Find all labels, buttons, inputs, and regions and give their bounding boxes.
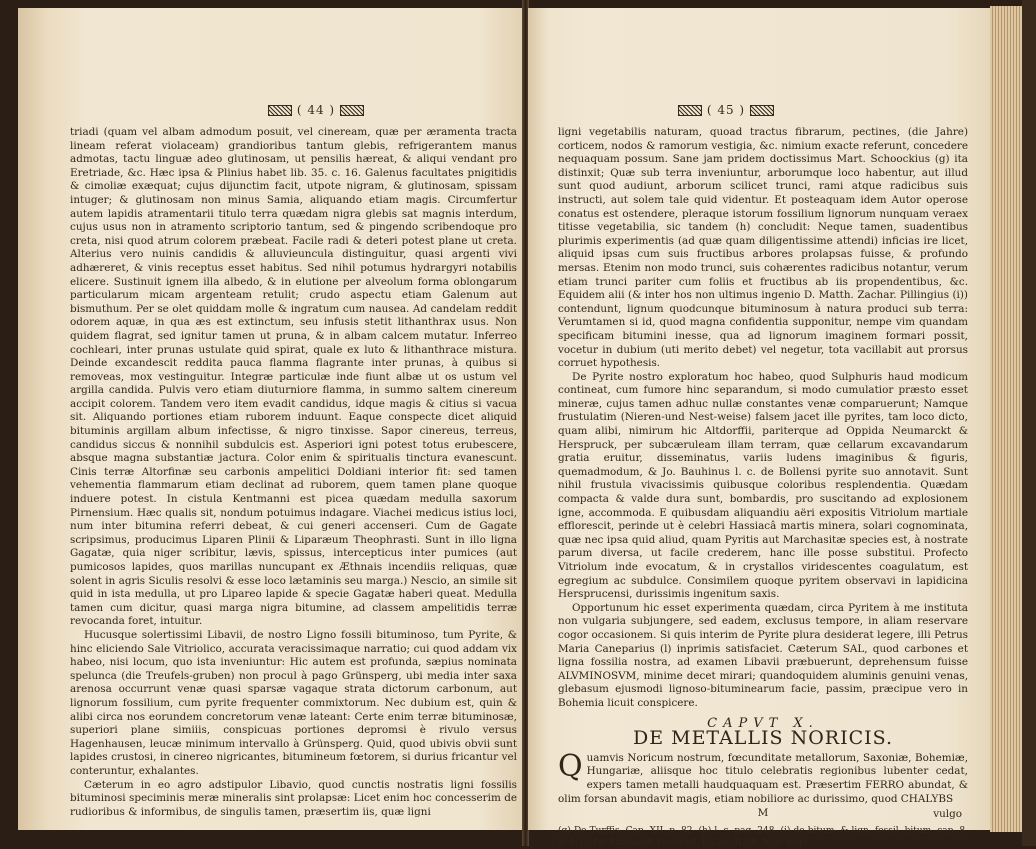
left-page-body: [70, 126, 517, 819]
page-number-right: ( 45 ): [706, 103, 746, 117]
page-header-right: [678, 103, 774, 117]
paragraph: De Pyrite nostro exploratum hoc habeo, quod Sulphuris haud modicum contineat, cum fumore hinc separandum, si modo cumulatior præsto esset mineræ, cujus tamen adhuc nullæ constantes venæ comparuerunt; Namque frustulatim (Nieren-und Nest-weise) falsem jacet ille pyrites, tam loco dicto, quam alibi, nimirum hic Altdorffii, pariterque ad Oppida Neumarckt & Herspruck, per subcæruleam illam terram, quæ cellarum excavandarum gratia eruitur, disseminatus, variis ludens imaginibus & figuris, quemadmodum, & Jo. Bauhinus l. c. de Bollensi pyrite suo annotavit. Sunt nihil frustula vivacissimis quibusque coloribus resplendentia. Quædam compacta & valde dura sunt, bombardis, pro suscitando ad explosionem igne, accommoda. E quibusdam aliquandiu aëri expositis Vitriolum martiale efflorescit, perinde ut è celebri Hassiacâ martis minera, solari cognominata, quæ nec ipsa quid aliud, quam Pyritis aut Marchasitæ species est, à nostrate parum diversa, ut facile crederem, hanc ille posse substitui. Profecto Vitriolum inde evocatum, & in crystallos viridescentes coagulatum, est egregium ac subdulce. Consimilem quoque pyritem observavi in lapidicina Hersprucensi, durissimis ingenitum saxis.: [558, 370, 968, 601]
ornament-icon: [678, 105, 702, 116]
page-header-left: [268, 103, 364, 117]
ornament-icon: [750, 105, 774, 116]
left-page: [18, 8, 523, 830]
right-page: [528, 8, 990, 849]
paragraph: triadi (quam vel albam admodum posuit, vel cineream, quæ per æramenta tracta lineam referat violaceam) grandioribus tantum glebis, refrigerantem manus admotas, tactu linguæ adeo glutinosam, ut pensilis hæreat, & aliqui vendant pro Eretriade, &c. Hæc ipsa & Plinius habet lib. 35. c. 16. Galenus facultates pnigitidis & cimoliæ exæquat; cujus dijunctim facit, utpote nigram, & glutinosam, spissam intuger; & glutinosam non minus Samia, aliquando etiam magis. Circumfertur autem lapidis atramentarii titulo terra quædam nigra glebis sat magnis interdum, cujus usus non in atramento scriptorio tantum, sed & pingendo scribendoque pro creta, nisi quod atrum colorem præbeat. Facile radi & deteri potest plane ut creta. Alterius vero nuinis candidis & alluvieuncula distinguitur, quasi argenti vivi adhæreret, & vinis receptus esset habitus. Sed nihil potumus hydrargyri notabilis elicere. Sustinuit ignem illa albedo, & in elutione per alveolum forma oblongarum particularum micam argenteam retulit; crudo aspectu etiam Galenum aut bismuthum. Per se olet quiddam molle & ingratum cum nausea. Ad candelam reddit odorem aquæ, in qua æs est extinctum, seu infusis stetit lithanthrax usus. Non quidem flagrat, sed ignitur tamen ut pruna, & in albam calcem mutatur. Inferreo cochleari, inter prunas ustulate quid spirat, quale ex luto & lithanthrace mistura. Deinde excandescit reddita pauca flamma flagrante inter prunas, à quibus si removeas, mox vestinguitur. Integræ particulæ inde fiunt albæ ut os ustum vel argilla candida. Pulvis vero etiam diuturniore flamma, in summo saltem cinereum accipit colorem. Tandem vero item evadit candidus, idque magis & citius si vacua sit. Aliquando portiones etiam ruborem induunt. Eaque conspecte dicet aliquid bituminis argillam album infectisse, & nigro tinxisse. Sapor cinereus, terreus, candidus siccus & nonnihil subdulcis est. Asperiori igni potest totus erubescere, absque magna substantiæ jactura. Color enim & spiritualis tinctura evanescunt. Cinis terræ Altorfinæ seu carbonis ampelitici Doldiani interior fit: sed tamen vehementia flammarum etiam declinat ad ruborem, quem tamen plane quoque induere potest. In cistula Kentmanni est picea quædam medulla saxorum Pirnensium. Hæc qualis sit, nondum potuimus indagare. Viachei medicus istius loci, num inter bitumina referri debeat, & cui generi accenseri. Cum de Gagate scripsimus, producimus Liparen Plinii & Liparæum Theophrasti. Sunt in illo ligna Gagatæ, quia niger scribitur, lævis, spissus, intercepticus inter pumices (aut pumicosos lapides, quos marillas nuncupant ex Æthnais incendiis reliquas, quæ solent in agris Siculis resolvi & esse loco lætaminis seu marga.) Nescio, an simile sit quid in ista medulla, ut pro Lipareo lapide & specie Gagatæ haberi queat. Medulla tamen cum dicitur, quasi marga nigra bitumine, ad classem ampelitidis terræ revocanda foret, intuitur.: [70, 126, 517, 628]
book-cover-edge: [1022, 0, 1036, 846]
paragraph: Opportunum hic esset experimenta quædam, circa Pyritem à me instituta non vulgaria subjungere, sed eadem, exclusus tempore, in aliam reservare cogor occasionem. Si quis interim de Pyrite plura desiderat legere, illi Petrus Maria Caneparius (l) inprimis satisfaciet. Cæterum SAL, quod carbones et ligna fossilia nostra, ad examen Libavii præbuerunt, deprehensum fuisse ALVMINOSVM, minime decet mirari; quandoquidem aluminis genuini venas, glebasum ejusmodi lignoso-bituminearum facie, passim, præcipue vero in Bohemia licuit conspicere.: [558, 601, 968, 709]
paragraph: Hucusque solertissimi Libavii, de nostro Ligno fossili bituminoso, tum Pyrite, & hinc eliciendo Sale Vitriolico, accurata veracissimaque narratio; cui quod addam vix habeo, nisi locum, quo ista inveniuntur: Hic autem est profunda, sæpius nominata spelunca (die Treufels-gruben) non procul à pago Grünsperg, ubi media inter saxa arenosa occurrunt venæ quasi sparsæ vagaque strata dictorum carbonum, aut lignorum fossilium, cum pyrite frequenter commixtorum. Nec dubium est, quin & alibi circa nos eorundem concretorum venæ lateant: Certe enim terræ bituminosæ, superiori plane simiiis, conspicuas portiones depromsi è rivulo versus Hagenhausen, leucæ minimum intervallo à Grünsperg. Quid, quod ubivis obvii sunt lapides crustosi, in cinereo nigricantes, bitumineum fœtorem, si durius fricantur vel conteruntur, exhalantes.: [70, 628, 517, 777]
ornament-icon: [268, 105, 292, 116]
page-number-left: ( 44 ): [296, 103, 336, 117]
drop-cap: Q: [558, 748, 583, 784]
chapter-paragraph: [558, 748, 968, 806]
right-page-body: [558, 126, 968, 849]
page-edges: [990, 6, 1022, 832]
chapter-title: DE METALLIS NORICIS.: [632, 727, 894, 750]
catchword: vulgo: [933, 807, 962, 820]
ornament-icon: [340, 105, 364, 116]
paragraph: ligni vegetabilis naturam, quoad tractus fibrarum, pectines, (die Jahre) corticem, nodos & ramorum vestigia, &c. nimium exacte referunt, concedere nequaquam possum. Sane jam pridem doctissimus Mart. Schoockius (g) ita distinxit; Quæ sub terra inveniuntur, arborumque loco habentur, aut illud sunt quod audiunt, arborum scilicet trunci, rami atque radicibus suis instructi, aut solem tale quid videntur. Et posteaquam idem Autor operose conatus est ostendere, pleraque istorum fossilium lignorum nunquam veraex titisse vegetabilia, sic tandem (h) concludit: Neque tamen, suadentibus plurimis experimentis (ad quæ quam diligentissime attendi) inficias ire licet, aliquid ipsas cum suis fructibus arbores prolapsas fuisse, & profundo mersas. Etenim non modo trunci, suis cohærentes radicibus notantur, verum etiam trunci pariter cum foliis et fructibus ab iis propendentibus, &c. Equidem alii (& inter hos non ultimus ingenio D. Matth. Zachar. Pillingius (i)) contendunt, lignum quodcunque bituminosum à natura produci sub terra: Verumtamen si id, quod magna confidentia supponitur, nempe vim quandam specificam bitumini inesse, qua ad lignorum imaginem formari possit, vocetur in dubium (uti merito debet) vel negetur, tota vacillabit aut prorsus corruet hypothesis.: [558, 126, 968, 370]
paragraph: Cæterum in eo agro adstipulor Libavio, quod cunctis nostratis ligni fossilis bituminosi speciminis meræ mineralis sint prolapsæ: Licet enim hoc concesserim de rudioribus & informibus, de singulis tamen, præsertim iis, quæ ligni: [70, 778, 517, 818]
signature-mark: M: [757, 807, 769, 820]
footnotes: (g) De Turffis, Cap. XII. p. 82. (h) l. c. pag. 248. (i) de bitum. & lign. fossil. bitum. cap. 8. & 9. (l) De Atrament. Descript. I. Cap. II. IX. X. & sequ.: [558, 826, 968, 849]
chapter-text: uamvis Noricum nostrum, fœcunditate metallorum, Saxoniæ, Bohemiæ, Hungariæ, aliisque hoc titulo celebratis regionibus lubenter cedat, expers tamen metalli haudquaquam est. Præsertim FERRO abundat, & olim forsan abundavit magis, etiam nobiliore ac durissimo, quod CHALYBS: [558, 751, 968, 805]
caput-heading: CAPVT X.: [707, 715, 819, 731]
